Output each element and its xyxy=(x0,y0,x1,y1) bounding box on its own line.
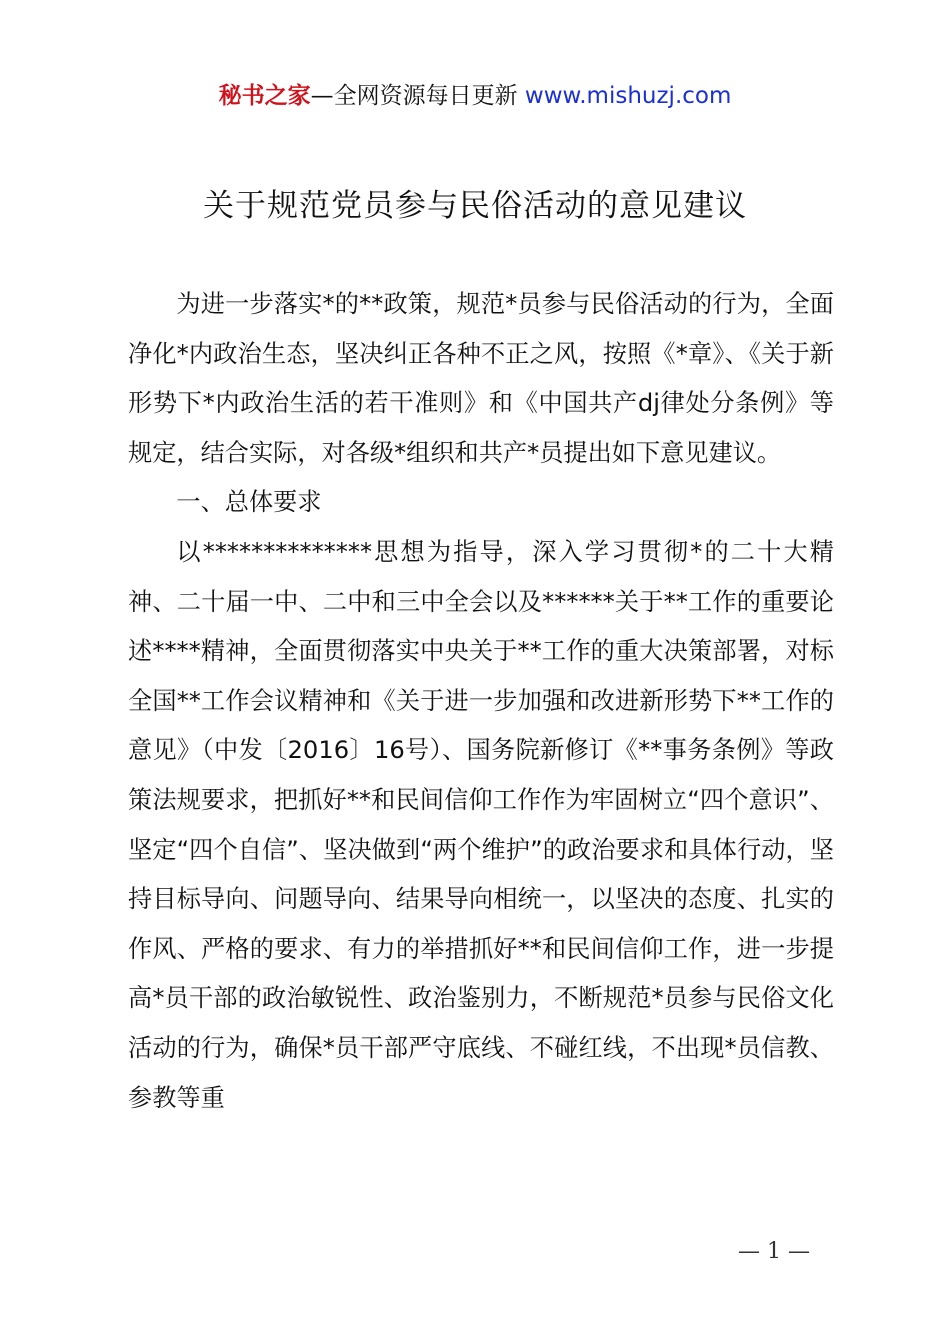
site-url-link[interactable]: www.mishuzj.com xyxy=(524,83,732,109)
document-body xyxy=(128,280,834,1123)
section-heading-general-requirements: 一、总体要求 xyxy=(176,488,322,517)
intro-paragraph: 为进一步落实*的**政策，规范*员参与民俗活动的行为，全面净化*内政治生态，坚决纠正各种不正之风，按照《*章》、《关于新形势下*内政治生活的若干准则》和《中国共产dj律处分条例》等规定，结合实际，对各级*组织和共产*员提出如下意见建议。 xyxy=(128,290,834,467)
body-paragraph: 以**************思想为指导，深入学习贯彻*的二十大精神、二十届一中、二中和三中全会以及******关于**工作的重要论述****精神，全面贯彻落实中央关于**工作的重大决策部署，对标全国**工作会议精神和《关于进一步加强和改进新形势下**工作的意见》（中发〔2016〕16号）、国务院新修订《**事务条例》等政策法规要求，把抓好**和民间信仰工作作为牢固树立“四个意识”、坚定“四个自信”、坚决做到“两个维护”的政治要求和具体行动，坚持目标导向、问题导向、结果导向相统一，以坚决的态度、扎实的作风、严格的要求、有力的举措抓好**和民间信仰工作，进一步提高*员干部的政治敏锐性、政治鉴别力，不断规范*员参与民俗文化活动的行为，确保*员干部严守底线、不碰红线，不出现*员信教、参教等重 xyxy=(128,537,834,1112)
document-title: 关于规范党员参与民俗活动的意见建议 xyxy=(203,188,747,224)
site-brand: 秘书之家 xyxy=(218,83,311,109)
site-tagline: —全网资源每日更新 xyxy=(310,83,525,109)
page-number: — 1 — xyxy=(738,1239,810,1264)
site-header xyxy=(0,80,950,112)
